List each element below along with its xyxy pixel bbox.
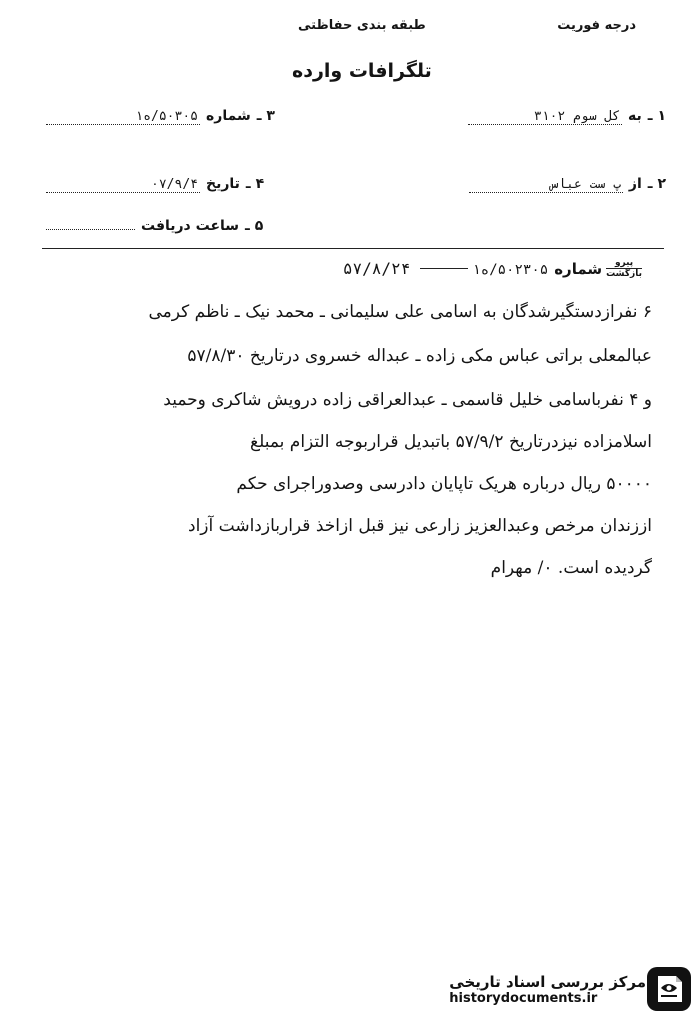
body-line: گردیده است. ۰/ مهرام [490,558,652,578]
priority-label: درجه فوریت [557,18,636,33]
body-line: عبالمعلی براتی عباس مکی زاده ـ عبداله خسروی درتاریخ ۵۷/۸/۳۰ [187,346,652,366]
field-from [469,176,666,193]
reference-stack-bottom: بازگشت [606,269,642,279]
site-name: مرکز بررسی اسناد تاریخی [449,972,646,991]
field-receive-time [46,218,263,234]
site-watermark [441,966,692,1012]
field-date-number: ۴ ـ [245,176,265,192]
field-receive-time-label: ساعت دریافت [141,218,240,234]
document-archive-logo-icon [646,966,692,1012]
reference-stack [606,258,642,279]
field-from-number: ۲ ـ [647,176,666,192]
field-receive-time-number: ۵ ـ [245,218,264,234]
header-divider [42,248,664,249]
reference-stack-top: پیرو [606,258,642,269]
reference-date: ۵۷/۸/۲۴ [342,259,411,278]
field-number-value: ۵۰۳۰۵/ه۱ [46,109,200,125]
reference-number: ۵۰۲۳۰۵/ه۱ [472,262,549,278]
field-number [46,108,275,125]
body-line: اززندان مرخص وعبدالعزیز زارعی نیز قبل ازاخذ قراربازداشت آزاد [188,516,652,536]
site-url: historydocuments.ir [449,990,598,1006]
field-number-number: ۳ ـ [256,108,275,124]
body-line: اسلامزاده نیزدرتاریخ ۵۷/۹/۲ باتبدیل قراربوجه التزام بمبلغ [250,432,652,452]
field-date-label: تاریخ [206,176,240,192]
reference-line [343,258,642,279]
field-to-value: کل سوم ۳۱۰۲ [468,109,622,125]
field-to-number: ۱ ـ [647,108,666,124]
field-receive-time-value [46,229,135,230]
field-to-label: به [628,108,642,124]
body-line: ۶ نفرازدستگیرشدگان به اسامی علی سلیمانی ـ محمد نیک ـ ناظم کرمی [148,302,652,322]
reference-row [343,259,602,278]
field-from-value: پ ست عباس [469,177,623,193]
body-line: و ۴ نفرباسامی خلیل قاسمی ـ عبدالعراقی زاده درویش شاکری وحمید [163,390,652,410]
classification-label: طبقه بندی حفاظتی [298,18,426,33]
reference-label: شماره [554,260,603,278]
field-from-label: از [628,176,642,192]
field-to [468,108,666,125]
body-line: ۵۰۰۰۰ ریال درباره هریک تاپایان دادرسی وصدوراجرای حکم [236,474,652,494]
field-date [46,176,264,193]
document-title: تلگرافات وارده [292,60,432,82]
field-date-value: ۰۷/۹/۴ [46,177,200,193]
watermark-texts [449,973,646,1006]
reference-dash [420,268,468,269]
field-number-label: شماره [206,108,251,124]
